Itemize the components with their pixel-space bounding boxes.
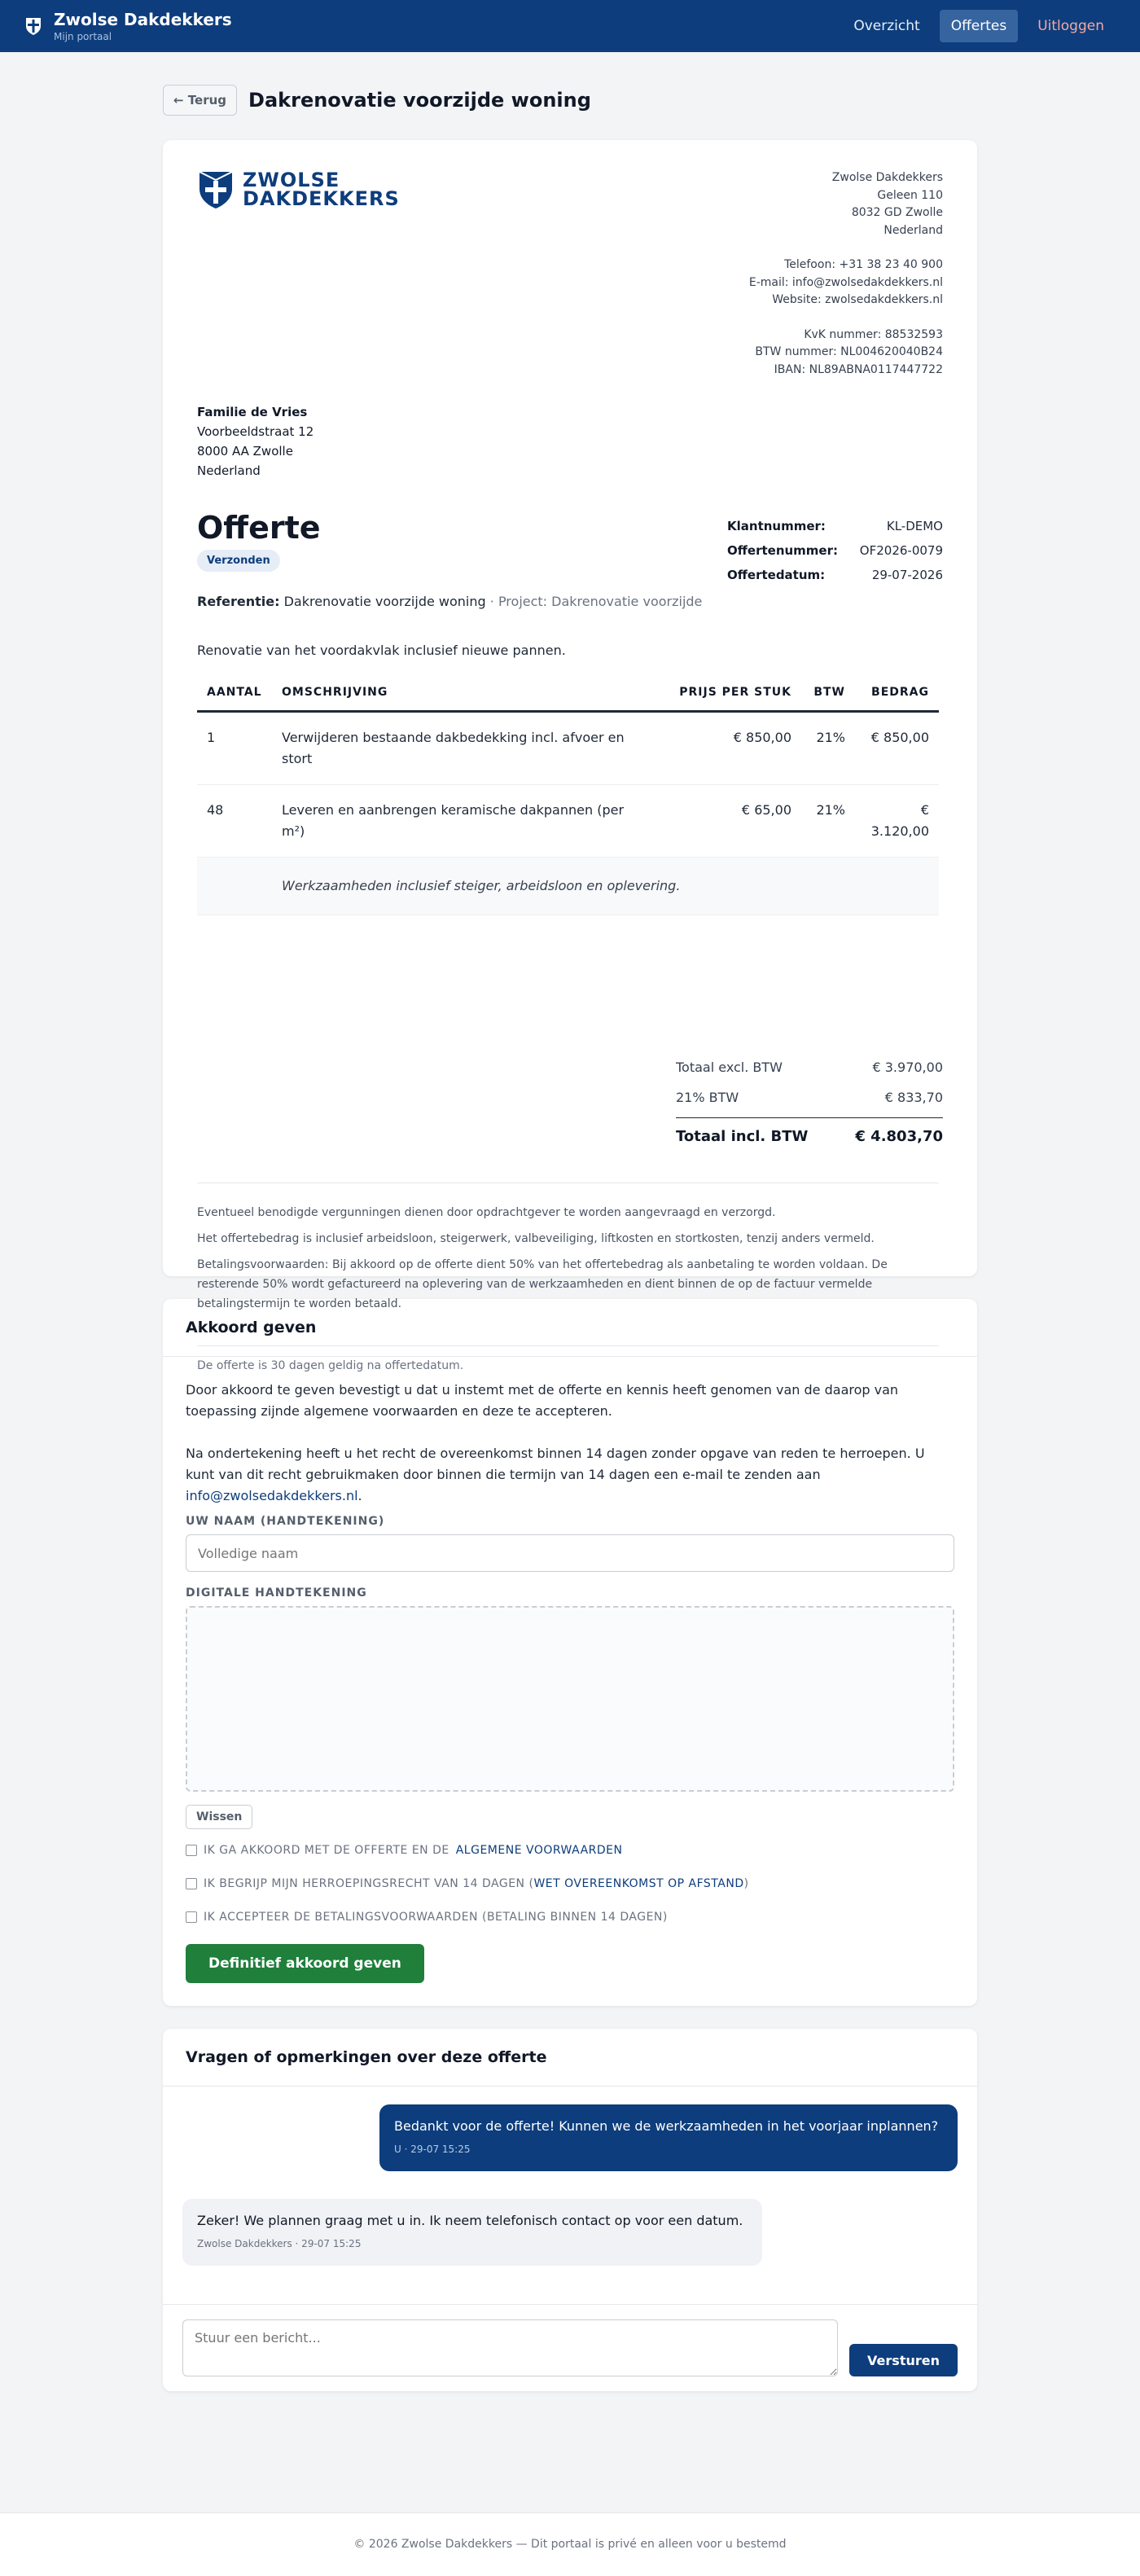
signature-label: DIGITALE HANDTEKENING [186, 1586, 367, 1600]
customer-country: Nederland [197, 463, 261, 478]
meta-value: KL-DEMO [886, 519, 943, 533]
meta-label: Offertedatum: [727, 568, 826, 582]
nav-overzicht[interactable]: Overzicht [853, 18, 920, 34]
line-qty: 48 [197, 785, 272, 858]
page-title: Dakrenovatie voorzijde woning [248, 89, 591, 112]
logo-line-2: DAKDEKKERS [243, 187, 400, 210]
meta-value: OF2026-0079 [859, 543, 943, 558]
line-vat: 21% [801, 785, 855, 858]
checkbox-terms[interactable] [186, 1844, 954, 1857]
name-label: UW NAAM (HANDTEKENING) [186, 1515, 385, 1528]
logo-line-1: ZWOLSE [243, 169, 340, 192]
line-price: € 850,00 [655, 712, 801, 785]
agree-paragraph-2 [186, 1443, 954, 1507]
meta-value: 29-07-2026 [871, 568, 943, 582]
meta-row [727, 514, 943, 538]
company-iban: IBAN: NL89ABNA0117447722 [774, 362, 943, 376]
quote-title: Offerte [197, 510, 321, 546]
company-street: Geleen 110 [877, 188, 943, 202]
period: . [357, 1488, 362, 1503]
submit-agreement-button[interactable]: Definitief akkoord geven [186, 1944, 424, 1983]
send-button[interactable]: Versturen [849, 2344, 958, 2376]
message-meta: Zwolse Dakdekkers · 29-07 15:25 [197, 2238, 362, 2249]
reference-label: Referentie: [197, 594, 280, 609]
checkbox-withdrawal[interactable] [186, 1877, 954, 1890]
table-row [197, 712, 939, 785]
checkbox[interactable] [186, 1845, 197, 1856]
page-header [163, 85, 977, 116]
chat-compose [163, 2305, 977, 2391]
message-text: Bedankt voor de offerte! Kunnen we de werkzaamheden in het voorjaar inplannen? [394, 2118, 939, 2134]
total-label: 21% BTW [676, 1090, 739, 1105]
terms-link[interactable]: ALGEMENE VOORWAARDEN [455, 1844, 623, 1857]
company-details [749, 169, 943, 379]
col-prijs: PRIJS PER STUK [655, 674, 801, 712]
company-phone: Telefoon: +31 38 23 40 900 [784, 258, 943, 271]
reference-project: · Project: Dakrenovatie voorzijde [489, 594, 703, 609]
chat-message-own [379, 2104, 958, 2171]
brand-name: Zwolse Dakdekkers [54, 9, 232, 29]
shield-icon [197, 169, 235, 210]
term-text: Het offertebedrag is inclusief arbeidsloon, steigerwerk, valbeveiliging, liftkosten en stortkosten, tenzij anders vermeld. [197, 1232, 875, 1245]
paren: ) [743, 1877, 749, 1890]
total-row [676, 1052, 943, 1082]
customer-name: Familie de Vries [197, 405, 308, 419]
email-link[interactable]: info@zwolsedakdekkers.nl [186, 1488, 358, 1503]
reference-value: Dakrenovatie voorzijde woning [283, 594, 486, 609]
back-button[interactable]: ← Terug [163, 85, 237, 116]
customer-address [197, 402, 314, 481]
customer-city: 8000 AA Zwolle [197, 444, 293, 459]
company-email: E-mail: info@zwolsedakdekkers.nl [748, 275, 943, 289]
line-note: Werkzaamheden inclusief steiger, arbeidsloon en oplevering. [272, 858, 939, 915]
company-city: 8032 GD Zwolle [851, 206, 943, 219]
total-label: Totaal excl. BTW [676, 1060, 783, 1075]
col-aantal: AANTAL [197, 674, 272, 712]
reference-line [197, 594, 702, 609]
table-note-row [197, 858, 939, 915]
signature-name-input[interactable] [186, 1534, 954, 1572]
meta-row [727, 563, 943, 587]
checkbox-payment[interactable] [186, 1911, 954, 1924]
quote-lines-table [197, 674, 939, 915]
chat-thread [163, 2087, 977, 2305]
checkbox-label [204, 1877, 749, 1890]
line-desc: Verwijderen bestaande dakbedekking incl. afvoer en stort [272, 712, 655, 785]
customer-street: Voorbeeldstraat 12 [197, 424, 314, 439]
grand-total-label: Totaal incl. BTW [676, 1128, 809, 1145]
agree-card [163, 1299, 977, 2006]
totals-block [676, 1052, 943, 1155]
chat-title: Vragen of opmerkingen over deze offerte [163, 2029, 977, 2087]
quote-intro: Renovatie van het voordakvlak inclusief nieuwe pannen. [197, 643, 566, 658]
checkbox[interactable] [186, 1878, 197, 1889]
terms-block [197, 1183, 939, 1320]
company-kvk: KvK nummer: 88532593 [804, 327, 943, 341]
quote-meta [727, 514, 943, 587]
chat-message-company [182, 2199, 762, 2266]
message-text: Zeker! We plannen graag met u in. Ik neem telefonisch contact op voor een datum. [197, 2213, 743, 2228]
checkbox-label: IK ACCEPTEER DE BETALINGSVOORWAARDEN (BETALING BINNEN 14 DAGEN) [204, 1911, 668, 1924]
law-link[interactable]: WET OVEREENKOMST OP AFSTAND [533, 1877, 744, 1890]
checkbox-label-text: IK BEGRIJP MIJN HERROEPINGSRECHT VAN 14 DAGEN ( [204, 1877, 534, 1890]
company-country: Nederland [884, 223, 943, 237]
nav-uitloggen[interactable]: Uitloggen [1037, 18, 1104, 34]
line-price: € 65,00 [655, 785, 801, 858]
validity-note: De offerte is 30 dagen geldig na offertedatum. [197, 1345, 939, 1372]
brand-subtitle: Mijn portaal [54, 30, 112, 42]
top-navbar [0, 0, 1140, 52]
term-text: Eventueel benodigde vergunningen dienen door opdrachtgever te worden aangevraagd en verzorgd. [197, 1206, 776, 1219]
footer: © 2026 Zwolse Dakdekkers — Dit portaal is privé en alleen voor u bestemd [0, 2512, 1140, 2576]
chat-card [163, 2029, 977, 2391]
company-website: Website: zwolsedakdekkers.nl [772, 293, 943, 306]
status-badge: Verzonden [197, 550, 280, 572]
main-nav [842, 10, 1116, 42]
grand-total-value: € 4.803,70 [855, 1128, 943, 1145]
line-desc: Leveren en aanbrengen keramische dakpannen (per m²) [272, 785, 655, 858]
table-header-row [197, 674, 939, 712]
signature-pad[interactable] [186, 1606, 954, 1792]
checkbox[interactable] [186, 1911, 197, 1923]
col-btw: BTW [801, 674, 855, 712]
total-row [676, 1082, 943, 1112]
total-value: € 833,70 [884, 1090, 943, 1105]
company-btw: BTW nummer: NL004620040B24 [755, 345, 943, 358]
meta-row [727, 538, 943, 563]
col-bedrag: BEDRAG [855, 674, 939, 712]
grand-total-row [676, 1117, 943, 1155]
main-content [163, 85, 977, 2391]
brand[interactable] [24, 11, 232, 42]
line-amount: € 3.120,00 [855, 785, 939, 858]
checkbox-label: IK GA AKKOORD MET DE OFFERTE EN DE [204, 1844, 449, 1857]
table-row [197, 785, 939, 858]
total-value: € 3.970,00 [872, 1060, 943, 1075]
meta-label: Offertenummer: [727, 543, 839, 558]
line-qty: 1 [197, 712, 272, 785]
col-omschrijving: OMSCHRIJVING [272, 674, 655, 712]
agree-title: Akkoord geven [163, 1299, 977, 1357]
message-input[interactable] [182, 2319, 838, 2376]
company-name: Zwolse Dakdekkers [831, 171, 943, 184]
agree-paragraph-2-text: Na ondertekening heeft u het recht de overeenkomst binnen 14 dagen zonder opgave van reden te herroepen. U kunt van dit recht gebruikmaken door binnen die termijn van 14 dagen een e-mail te zenden aan [186, 1446, 925, 1482]
term-text: Betalingsvoorwaarden: Bij akkoord op de offerte dient 50% van het offertebedrag als aanbetaling te worden voldaan. De resterende 50% wordt gefactureerd na oplevering van de werkzaamheden en dient binnen de op de factuur vermelde betalingstermijn te worden betaald. [197, 1258, 888, 1310]
line-vat: 21% [801, 712, 855, 785]
agree-paragraph-1: Door akkoord te geven bevestigt u dat u instemt met de offerte en kennis heeft genomen van de daarop van toepassing zijnde algemene voorwaarden en deze te accepteren. [186, 1382, 899, 1419]
message-meta: U · 29-07 15:25 [394, 2144, 471, 2155]
clear-signature-button[interactable]: Wissen [186, 1805, 252, 1829]
line-amount: € 850,00 [855, 712, 939, 785]
meta-label: Klantnummer: [727, 519, 826, 533]
nav-offertes[interactable]: Offertes [940, 10, 1019, 42]
shield-logo-icon [24, 16, 42, 36]
